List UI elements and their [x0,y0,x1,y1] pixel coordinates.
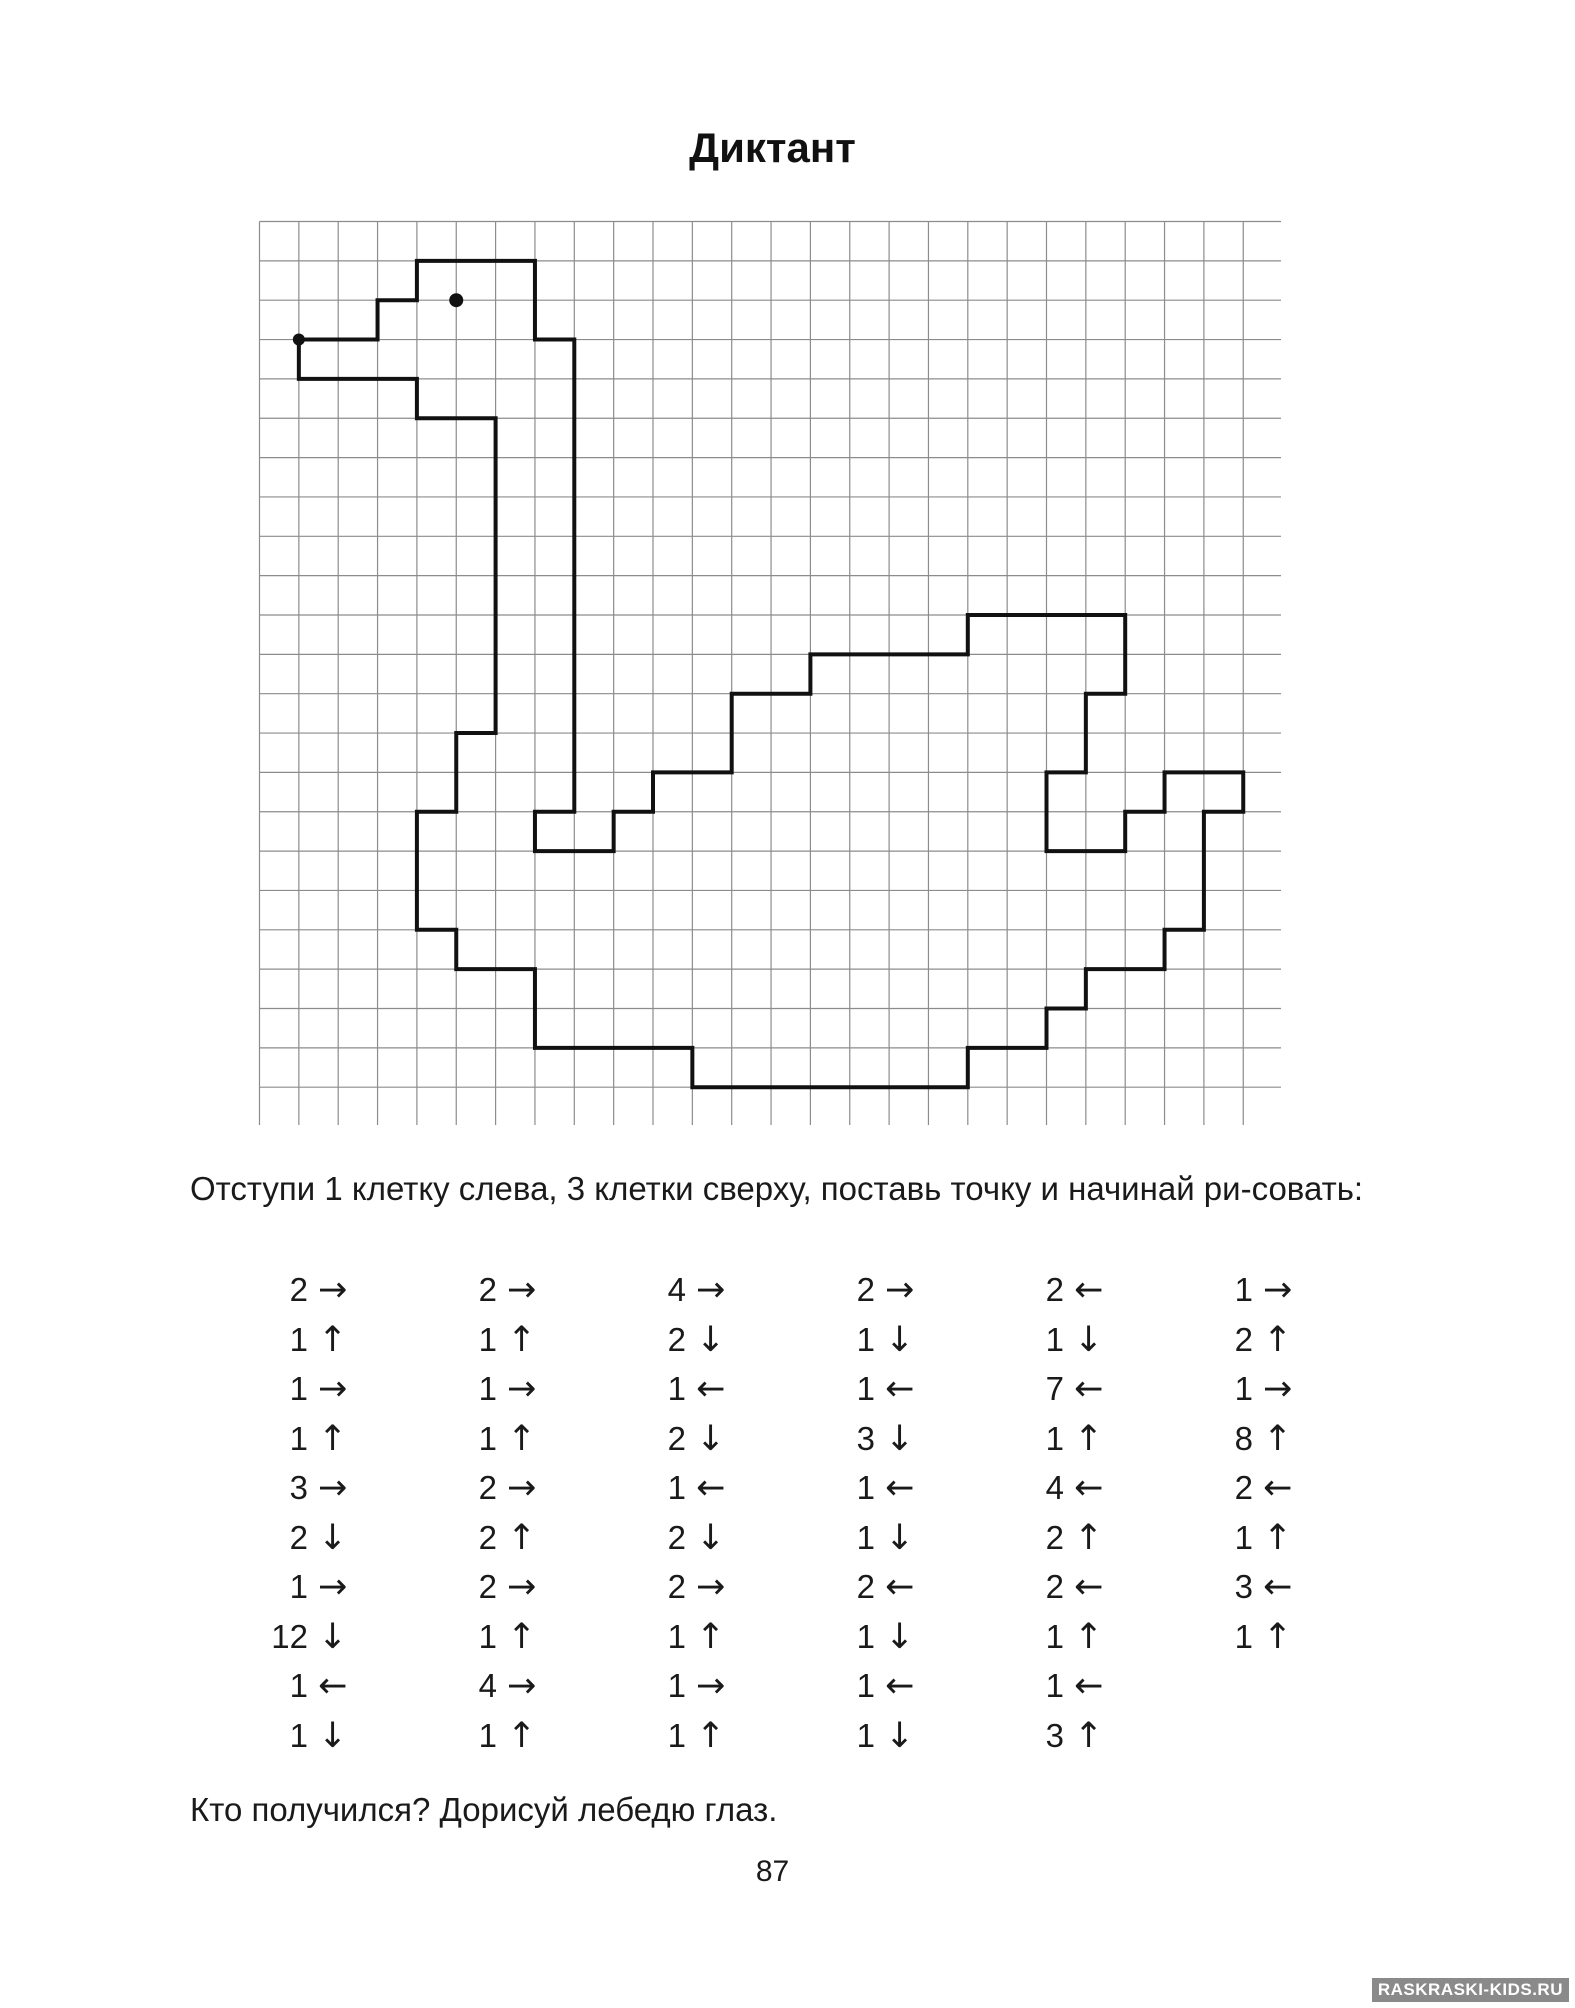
step-count: 1 [478,1419,497,1457]
step-count: 2 [478,1271,497,1308]
step-count: 2 [1234,1320,1253,1358]
step-item [817,1468,937,1508]
grid-drawing [258,220,1281,1125]
step-item [250,1320,370,1360]
step-item [439,1666,559,1706]
arrow-up-icon: ↑ [1074,1418,1104,1459]
step-count: 8 [1234,1419,1253,1457]
arrow-right-icon: → [318,1567,348,1607]
step-item [1006,1369,1126,1409]
arrow-left-icon: ← [1074,1369,1104,1409]
arrow-right-icon: → [507,1666,537,1706]
arrow-right-icon: → [507,1567,537,1607]
step-item [817,1270,937,1310]
arrow-down-icon: ↓ [318,1715,348,1756]
step-item [628,1369,748,1409]
arrow-up-icon: ↑ [1263,1319,1293,1360]
step-item [628,1320,748,1360]
arrow-left-icon: ← [885,1666,915,1706]
step-count: 1 [1045,1617,1064,1655]
step-item [1195,1419,1315,1459]
step-item [250,1666,370,1706]
step-item [1006,1518,1126,1558]
arrow-left-icon: ← [1074,1567,1104,1607]
step-item [1195,1270,1315,1310]
step-count: 1 [478,1617,497,1655]
step-count: 1 [667,1370,686,1407]
step-item [817,1666,937,1706]
step-count: 1 [478,1320,497,1358]
arrow-right-icon: → [507,1369,537,1409]
step-count: 4 [1045,1469,1064,1506]
step-count: 2 [478,1568,497,1605]
step-item [628,1518,748,1558]
arrow-down-icon: ↓ [885,1418,915,1459]
arrow-right-icon: → [507,1468,537,1508]
step-item [439,1320,559,1360]
step-count: 2 [478,1518,497,1556]
arrow-up-icon: ↑ [507,1319,537,1360]
arrow-right-icon: → [318,1270,348,1310]
step-item [1006,1666,1126,1706]
step-count: 2 [667,1518,686,1556]
step-item [1195,1518,1315,1558]
step-item [439,1369,559,1409]
arrow-right-icon: → [1263,1369,1293,1409]
arrow-left-icon: ← [696,1369,726,1409]
start-dot [293,334,305,346]
step-count: 2 [289,1271,308,1308]
arrow-up-icon: ↑ [318,1418,348,1459]
step-count: 1 [1045,1320,1064,1358]
step-item [1195,1468,1315,1508]
step-item [1006,1419,1126,1459]
step-item [628,1567,748,1607]
eye-dot [449,293,463,307]
step-count: 2 [1234,1469,1253,1506]
arrow-left-icon: ← [885,1468,915,1508]
step-item [1006,1617,1126,1657]
arrow-right-icon: → [696,1666,726,1706]
page-number: 87 [755,1855,790,1888]
arrow-right-icon: → [318,1468,348,1508]
step-count: 1 [289,1370,308,1407]
step-count: 1 [1234,1271,1253,1308]
arrow-right-icon: → [507,1270,537,1310]
arrow-up-icon: ↑ [696,1616,726,1657]
step-item [439,1716,559,1756]
step-item [439,1419,559,1459]
step-item [1195,1320,1315,1360]
step-item [1195,1567,1315,1607]
step-item [439,1468,559,1508]
step-count: 3 [1234,1568,1253,1605]
step-count: 4 [478,1667,497,1704]
arrow-left-icon: ← [1074,1270,1104,1310]
arrow-down-icon: ↓ [885,1715,915,1756]
step-item [1006,1716,1126,1756]
step-count: 1 [856,1469,875,1506]
arrow-right-icon: → [1263,1270,1293,1310]
arrow-left-icon: ← [885,1567,915,1607]
arrow-down-icon: ↓ [885,1517,915,1558]
question-text: Кто получился? Дорисуй лебедю глаз. [190,1791,778,1828]
step-item [817,1369,937,1409]
arrow-left-icon: ← [318,1666,348,1706]
step-count: 1 [856,1518,875,1556]
arrow-down-icon: ↓ [696,1319,726,1360]
step-item [439,1617,559,1657]
arrow-right-icon: → [885,1270,915,1310]
step-count: 1 [667,1469,686,1506]
step-item [817,1419,937,1459]
step-item [250,1369,370,1409]
step-item [1006,1468,1126,1508]
step-item [628,1666,748,1706]
arrow-down-icon: ↓ [885,1319,915,1360]
arrow-up-icon: ↑ [507,1418,537,1459]
step-count: 1 [289,1568,308,1605]
step-item [817,1320,937,1360]
step-count: 1 [667,1617,686,1655]
step-item [628,1716,748,1756]
arrow-down-icon: ↓ [696,1418,726,1459]
step-count: 1 [667,1716,686,1754]
step-count: 2 [1045,1568,1064,1605]
step-count: 3 [856,1419,875,1457]
step-count: 1 [289,1320,308,1358]
step-item [250,1270,370,1310]
step-count: 2 [667,1320,686,1358]
step-item [250,1567,370,1607]
grid-lines [260,222,1282,1126]
step-item [1195,1369,1315,1409]
step-count: 1 [1045,1419,1064,1457]
arrow-up-icon: ↑ [1263,1517,1293,1558]
step-count: 2 [856,1271,875,1308]
step-count: 1 [667,1667,686,1704]
arrow-right-icon: → [696,1270,726,1310]
step-count: 1 [289,1667,308,1704]
step-item [1006,1567,1126,1607]
arrow-left-icon: ← [696,1468,726,1508]
arrow-up-icon: ↑ [1074,1517,1104,1558]
step-item [1195,1617,1315,1657]
step-count: 7 [1045,1370,1064,1407]
step-item [250,1716,370,1756]
page-title: Диктант [689,124,856,171]
step-count: 4 [667,1271,686,1308]
arrow-up-icon: ↑ [1263,1418,1293,1459]
step-count: 2 [667,1419,686,1457]
arrow-up-icon: ↑ [507,1517,537,1558]
arrow-up-icon: ↑ [1074,1616,1104,1657]
arrow-up-icon: ↑ [1263,1616,1293,1657]
step-count: 1 [1234,1370,1253,1407]
instruction-text: Отступи 1 клетку слева, 3 клетки сверху, поставь точку и начинай ри-совать: [190,1170,1364,1207]
step-item [628,1617,748,1657]
arrow-left-icon: ← [1074,1666,1104,1706]
step-count: 1 [1234,1518,1253,1556]
step-count: 1 [856,1370,875,1407]
arrow-up-icon: ↑ [507,1616,537,1657]
step-count: 1 [289,1419,308,1457]
step-count: 12 [271,1617,308,1655]
arrow-down-icon: ↓ [318,1517,348,1558]
watermark: RASKRASKI-KIDS.RU [1372,1978,1569,2002]
arrow-right-icon: → [696,1567,726,1607]
step-item [439,1270,559,1310]
step-count: 1 [1045,1667,1064,1704]
step-count: 1 [856,1320,875,1358]
arrow-down-icon: ↓ [318,1616,348,1657]
step-count: 2 [856,1568,875,1605]
step-item [250,1617,370,1657]
arrow-left-icon: ← [885,1369,915,1409]
step-count: 2 [1045,1271,1064,1308]
step-item [439,1567,559,1607]
step-item [817,1716,937,1756]
step-item [817,1518,937,1558]
arrow-down-icon: ↓ [696,1517,726,1558]
step-count: 2 [667,1568,686,1605]
arrow-right-icon: → [318,1369,348,1409]
step-item [1006,1320,1126,1360]
step-count: 2 [289,1518,308,1556]
step-count: 2 [478,1469,497,1506]
step-count: 2 [1045,1518,1064,1556]
step-count: 1 [856,1617,875,1655]
arrow-down-icon: ↓ [885,1616,915,1657]
step-count: 1 [1234,1617,1253,1655]
arrow-left-icon: ← [1074,1468,1104,1508]
step-count: 1 [856,1667,875,1704]
step-item [439,1518,559,1558]
step-item [250,1419,370,1459]
step-count: 1 [289,1716,308,1754]
step-count: 1 [856,1716,875,1754]
arrow-up-icon: ↑ [1074,1715,1104,1756]
step-item [250,1468,370,1508]
step-item [817,1567,937,1607]
arrow-left-icon: ← [1263,1468,1293,1508]
arrow-up-icon: ↑ [507,1715,537,1756]
step-item [1006,1270,1126,1310]
step-item [628,1270,748,1310]
step-item [628,1468,748,1508]
arrow-up-icon: ↑ [696,1715,726,1756]
step-item [817,1617,937,1657]
step-item [250,1518,370,1558]
step-count: 1 [478,1716,497,1754]
arrow-up-icon: ↑ [318,1319,348,1360]
arrow-left-icon: ← [1263,1567,1293,1607]
step-count: 3 [1045,1716,1064,1754]
step-count: 1 [478,1370,497,1407]
step-item [628,1419,748,1459]
arrow-down-icon: ↓ [1074,1319,1104,1360]
step-count: 3 [289,1469,308,1506]
